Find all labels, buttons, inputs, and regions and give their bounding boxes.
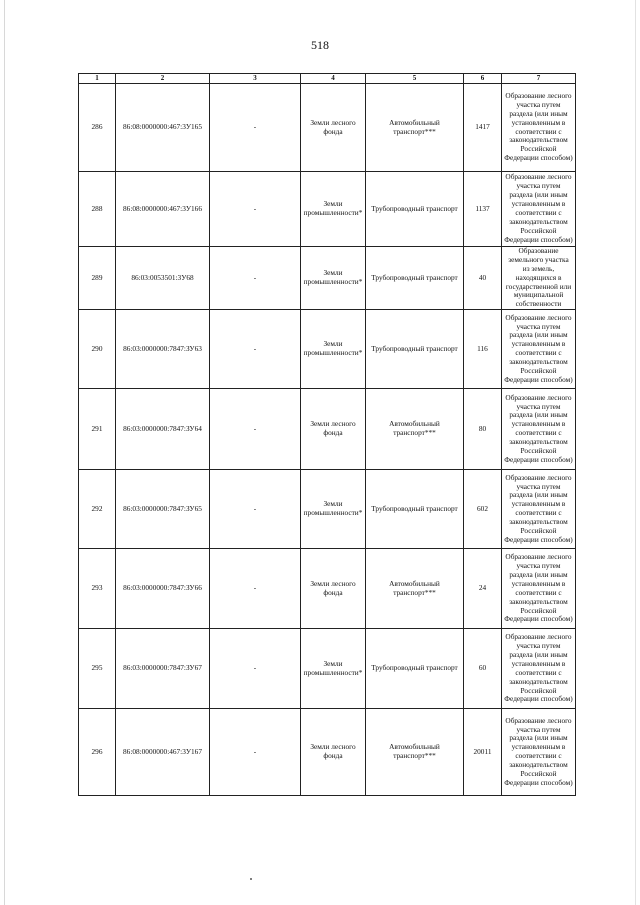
formation-method-cell: Образование лесного участка путем раздела (или иным установленным в соответствии с законодательством Российской Федерации способом): [502, 629, 576, 709]
formation-method-cell: Образование лесного участка путем раздела (или иным установленным в соответствии с законодательством Российской Федерации способом): [502, 549, 576, 629]
land-use-cell: Трубопроводный транспорт: [366, 172, 464, 247]
column-3-cell: -: [210, 389, 301, 470]
table-header-row: [79, 74, 576, 84]
cadastral-number-cell: 86:03:0000000:7847:ЗУ67: [116, 629, 210, 709]
column-3-cell: -: [210, 709, 301, 796]
formation-method-cell: Образование лесного участка путем раздела (или иным установленным в соответствии с законодательством Российской Федерации способом): [502, 389, 576, 470]
area-cell: 602: [464, 470, 502, 549]
row-number-cell: 291: [79, 389, 116, 470]
row-number-cell: 290: [79, 310, 116, 389]
table-row: [79, 247, 576, 310]
column-header: 4: [301, 74, 366, 84]
row-number-cell: 288: [79, 172, 116, 247]
column-3-cell: -: [210, 549, 301, 629]
land-category-cell: Земли промышленности*: [301, 470, 366, 549]
column-header: 7: [502, 74, 576, 84]
area-cell: 80: [464, 389, 502, 470]
land-category-cell: Земли промышленности*: [301, 172, 366, 247]
land-use-cell: Автомобильный транспорт***: [366, 389, 464, 470]
row-number-cell: 293: [79, 549, 116, 629]
land-use-cell: Трубопроводный транспорт: [366, 310, 464, 389]
table-row: [79, 709, 576, 796]
column-3-cell: -: [210, 470, 301, 549]
table-row: [79, 172, 576, 247]
cadastral-number-cell: 86:03:0000000:7847:ЗУ65: [116, 470, 210, 549]
cadastral-number-cell: 86:08:0000000:467:3У166: [116, 172, 210, 247]
cadastral-number-cell: 86:03:0000000:7847:ЗУ63: [116, 310, 210, 389]
row-number-cell: 292: [79, 470, 116, 549]
column-header: 5: [366, 74, 464, 84]
area-cell: 60: [464, 629, 502, 709]
table-row: [79, 470, 576, 549]
column-3-cell: -: [210, 629, 301, 709]
table-row: [79, 389, 576, 470]
land-use-cell: Автомобильный транспорт***: [366, 549, 464, 629]
land-use-cell: Автомобильный транспорт***: [366, 84, 464, 172]
table-row: [79, 84, 576, 172]
formation-method-cell: Образование лесного участка путем раздела (или иным установленным в соответствии с законодательством Российской Федерации способом): [502, 709, 576, 796]
scan-speck: [250, 878, 252, 880]
land-category-cell: Земли промышленности*: [301, 310, 366, 389]
formation-method-cell: Образование лесного участка путем раздела (или иным установленным в соответствии с законодательством Российской Федерации способом): [502, 84, 576, 172]
area-cell: 1137: [464, 172, 502, 247]
cadastral-number-cell: 86:03:0000000:7847:ЗУ64: [116, 389, 210, 470]
land-category-cell: Земли промышленности*: [301, 247, 366, 310]
land-category-cell: Земли лесного фонда: [301, 549, 366, 629]
land-use-cell: Трубопроводный транспорт: [366, 629, 464, 709]
land-use-cell: Трубопроводный транспорт: [366, 247, 464, 310]
page-number: 518: [311, 38, 329, 52]
land-category-cell: Земли промышленности*: [301, 629, 366, 709]
column-header: 1: [79, 74, 116, 84]
formation-method-cell: Образование лесного участка путем раздела (или иным установленным в соответствии с законодательством Российской Федерации способом): [502, 172, 576, 247]
table-row: [79, 629, 576, 709]
land-category-cell: Земли лесного фонда: [301, 84, 366, 172]
area-cell: 1417: [464, 84, 502, 172]
scan-edge-right: [635, 0, 636, 905]
column-3-cell: -: [210, 84, 301, 172]
cadastral-number-cell: 86:08:0000000:467:3У167: [116, 709, 210, 796]
area-cell: 20011: [464, 709, 502, 796]
column-3-cell: -: [210, 310, 301, 389]
land-category-cell: Земли лесного фонда: [301, 709, 366, 796]
formation-method-cell: Образование лесного участка путем раздела (или иным установленным в соответствии с законодательством Российской Федерации способом): [502, 310, 576, 389]
area-cell: 40: [464, 247, 502, 310]
column-3-cell: -: [210, 172, 301, 247]
table-row: [79, 310, 576, 389]
land-category-cell: Земли лесного фонда: [301, 389, 366, 470]
column-header: 6: [464, 74, 502, 84]
formation-method-cell: Образование лесного участка путем раздела (или иным установленным в соответствии с законодательством Российской Федерации способом): [502, 470, 576, 549]
column-3-cell: -: [210, 247, 301, 310]
row-number-cell: 289: [79, 247, 116, 310]
column-header: 3: [210, 74, 301, 84]
area-cell: 116: [464, 310, 502, 389]
column-header: 2: [116, 74, 210, 84]
scan-edge-left: [4, 0, 5, 905]
row-number-cell: 286: [79, 84, 116, 172]
land-plots-table: [78, 73, 576, 796]
area-cell: 24: [464, 549, 502, 629]
cadastral-number-cell: 86:03:0053501:3У68: [116, 247, 210, 310]
formation-method-cell: Образование земельного участка из земель, находящихся в государственной или муниципальной собственности: [502, 247, 576, 310]
table-row: [79, 549, 576, 629]
land-use-cell: Автомобильный транспорт***: [366, 709, 464, 796]
row-number-cell: 296: [79, 709, 116, 796]
cadastral-number-cell: 86:08:0000000:467:3У165: [116, 84, 210, 172]
land-use-cell: Трубопроводный транспорт: [366, 470, 464, 549]
row-number-cell: 295: [79, 629, 116, 709]
cadastral-number-cell: 86:03:0000000:7847:ЗУ66: [116, 549, 210, 629]
